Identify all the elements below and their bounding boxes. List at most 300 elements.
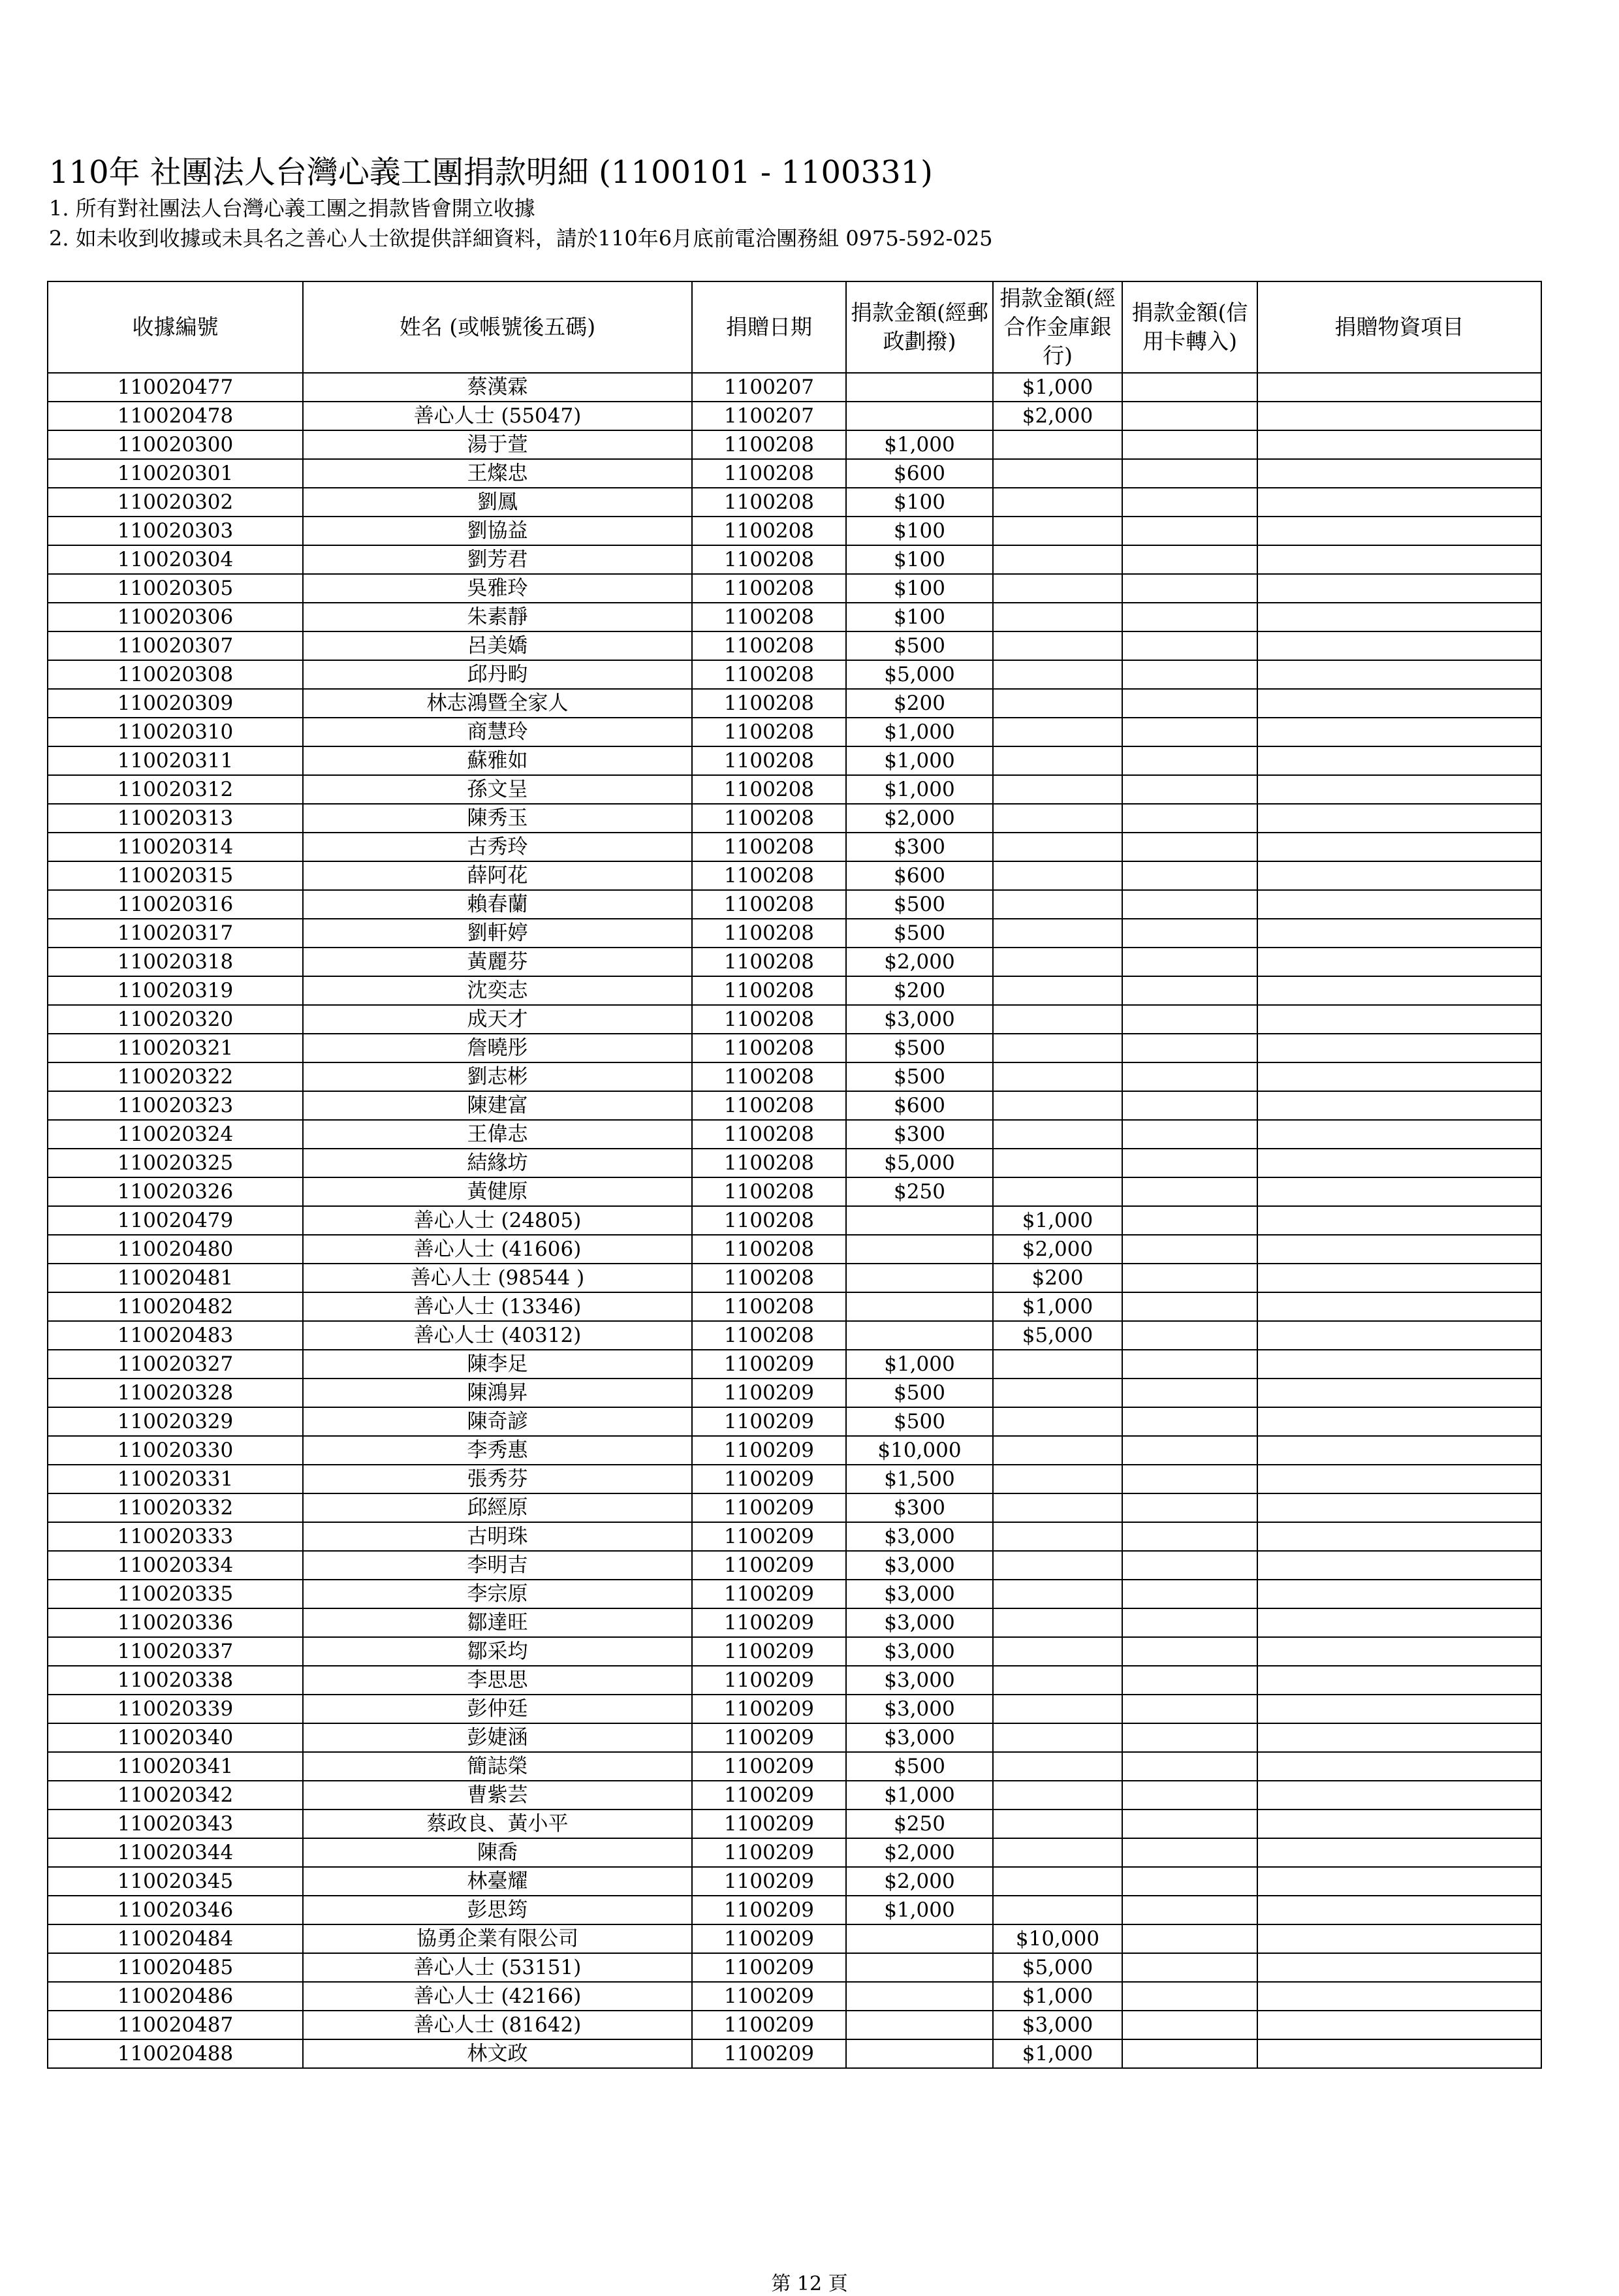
bank-amount-cell: $1,000 xyxy=(993,1982,1122,2011)
table-row xyxy=(48,1838,1541,1867)
date-cell: 1100209 xyxy=(692,1723,846,1752)
goods-cell xyxy=(1257,804,1541,833)
postal-amount-cell xyxy=(846,1924,993,1953)
credit-card-amount-cell xyxy=(1122,1206,1257,1235)
page-number: 第 12 頁 xyxy=(771,2272,848,2295)
table-row xyxy=(48,1264,1541,1292)
goods-cell xyxy=(1257,1091,1541,1120)
bank-amount-cell: $5,000 xyxy=(993,1321,1122,1350)
table-row xyxy=(48,919,1541,948)
bank-amount-cell xyxy=(993,1695,1122,1723)
receipt-no-cell: 110020342 xyxy=(48,1781,303,1810)
goods-cell xyxy=(1257,459,1541,488)
goods-cell xyxy=(1257,1608,1541,1637)
name-cell: 劉鳳 xyxy=(303,488,692,517)
credit-card-amount-cell xyxy=(1122,631,1257,660)
postal-amount-cell xyxy=(846,1206,993,1235)
receipt-no-cell: 110020309 xyxy=(48,689,303,718)
postal-amount-cell xyxy=(846,373,993,402)
goods-cell xyxy=(1257,890,1541,919)
name-cell: 李宗原 xyxy=(303,1580,692,1608)
table-row xyxy=(48,517,1541,545)
postal-amount-cell: $250 xyxy=(846,1177,993,1206)
table-row xyxy=(48,1062,1541,1091)
date-cell: 1100208 xyxy=(692,919,846,948)
goods-cell xyxy=(1257,976,1541,1005)
credit-card-amount-cell xyxy=(1122,1637,1257,1666)
credit-card-amount-cell xyxy=(1122,1177,1257,1206)
credit-card-amount-cell xyxy=(1122,1810,1257,1838)
table-row xyxy=(48,1695,1541,1723)
date-cell: 1100208 xyxy=(692,746,846,775)
credit-card-amount-cell xyxy=(1122,1149,1257,1177)
table-row xyxy=(48,976,1541,1005)
credit-card-amount-cell xyxy=(1122,373,1257,402)
goods-cell xyxy=(1257,1666,1541,1695)
receipt-no-cell: 110020345 xyxy=(48,1867,303,1896)
postal-amount-cell xyxy=(846,1235,993,1264)
goods-cell xyxy=(1257,574,1541,603)
name-cell: 孫文呈 xyxy=(303,775,692,804)
bank-amount-cell xyxy=(993,718,1122,746)
name-cell: 成天才 xyxy=(303,1005,692,1034)
bank-amount-cell xyxy=(993,689,1122,718)
receipt-no-cell: 110020307 xyxy=(48,631,303,660)
receipt-no-cell: 110020480 xyxy=(48,1235,303,1264)
receipt-no-cell: 110020319 xyxy=(48,976,303,1005)
goods-cell xyxy=(1257,919,1541,948)
name-cell: 薛阿花 xyxy=(303,861,692,890)
receipt-no-cell: 110020340 xyxy=(48,1723,303,1752)
table-row xyxy=(48,488,1541,517)
goods-cell xyxy=(1257,718,1541,746)
name-cell: 商慧玲 xyxy=(303,718,692,746)
date-cell: 1100209 xyxy=(692,1695,846,1723)
note-contact: 2. 如未收到收據或未具名之善心人士欲提供詳細資料，請於110年6月底前電洽團務組 0975-592-025 xyxy=(49,226,993,251)
table-body xyxy=(48,373,1541,2068)
name-cell: 邱丹畇 xyxy=(303,660,692,689)
postal-amount-cell: $1,000 xyxy=(846,718,993,746)
name-cell: 詹曉彤 xyxy=(303,1034,692,1062)
credit-card-amount-cell xyxy=(1122,1465,1257,1493)
name-cell: 陳李足 xyxy=(303,1350,692,1379)
postal-amount-cell: $500 xyxy=(846,631,993,660)
credit-card-amount-cell xyxy=(1122,1379,1257,1407)
goods-cell xyxy=(1257,1407,1541,1436)
date-cell: 1100209 xyxy=(692,1551,846,1580)
date-cell: 1100208 xyxy=(692,1005,846,1034)
postal-amount-cell: $5,000 xyxy=(846,660,993,689)
postal-amount-cell: $2,000 xyxy=(846,948,993,976)
bank-amount-cell xyxy=(993,430,1122,459)
postal-amount-cell: $600 xyxy=(846,1091,993,1120)
credit-card-amount-cell xyxy=(1122,1608,1257,1637)
date-cell: 1100208 xyxy=(692,660,846,689)
table-row xyxy=(48,1436,1541,1465)
goods-cell xyxy=(1257,1235,1541,1264)
table-row xyxy=(48,1810,1541,1838)
goods-cell xyxy=(1257,1551,1541,1580)
name-cell: 彭仲廷 xyxy=(303,1695,692,1723)
name-cell: 陳奇諺 xyxy=(303,1407,692,1436)
date-cell: 1100208 xyxy=(692,861,846,890)
postal-amount-cell: $10,000 xyxy=(846,1436,993,1465)
document-title: 110年 社團法人台灣心義工團捐款明細 (1100101 - 1100331) xyxy=(49,154,933,191)
bank-amount-cell xyxy=(993,545,1122,574)
bank-amount-cell xyxy=(993,1896,1122,1924)
table-row xyxy=(48,430,1541,459)
bank-amount-cell xyxy=(993,517,1122,545)
bank-amount-cell xyxy=(993,1522,1122,1551)
credit-card-amount-cell xyxy=(1122,1752,1257,1781)
receipt-no-cell: 110020486 xyxy=(48,1982,303,2011)
goods-cell xyxy=(1257,1982,1541,2011)
table-row xyxy=(48,1637,1541,1666)
goods-cell xyxy=(1257,1953,1541,1982)
table-row xyxy=(48,402,1541,430)
name-cell: 善心人士 (53151) xyxy=(303,1953,692,1982)
postal-amount-cell: $100 xyxy=(846,574,993,603)
credit-card-amount-cell xyxy=(1122,1321,1257,1350)
postal-amount-cell: $500 xyxy=(846,890,993,919)
receipt-no-cell: 110020478 xyxy=(48,402,303,430)
name-cell: 湯于萱 xyxy=(303,430,692,459)
bank-amount-cell xyxy=(993,1723,1122,1752)
credit-card-amount-cell xyxy=(1122,660,1257,689)
goods-cell xyxy=(1257,1695,1541,1723)
postal-amount-cell: $3,000 xyxy=(846,1005,993,1034)
date-cell: 1100208 xyxy=(692,1264,846,1292)
credit-card-amount-cell xyxy=(1122,689,1257,718)
column-header-receipt-no: 收據編號 xyxy=(48,281,303,373)
goods-cell xyxy=(1257,1896,1541,1924)
credit-card-amount-cell xyxy=(1122,746,1257,775)
receipt-no-cell: 110020488 xyxy=(48,2039,303,2068)
postal-amount-cell: $500 xyxy=(846,1407,993,1436)
credit-card-amount-cell xyxy=(1122,948,1257,976)
credit-card-amount-cell xyxy=(1122,2011,1257,2039)
note-receipt: 1. 所有對社團法人台灣心義工團之捐款皆會開立收據 xyxy=(49,196,535,221)
date-cell: 1100208 xyxy=(692,517,846,545)
goods-cell xyxy=(1257,603,1541,631)
date-cell: 1100208 xyxy=(692,430,846,459)
table-row xyxy=(48,660,1541,689)
receipt-no-cell: 110020487 xyxy=(48,2011,303,2039)
goods-cell xyxy=(1257,1580,1541,1608)
bank-amount-cell: $1,000 xyxy=(993,1292,1122,1321)
date-cell: 1100209 xyxy=(692,1350,846,1379)
postal-amount-cell: $300 xyxy=(846,1493,993,1522)
credit-card-amount-cell xyxy=(1122,1091,1257,1120)
date-cell: 1100209 xyxy=(692,2011,846,2039)
credit-card-amount-cell xyxy=(1122,1493,1257,1522)
credit-card-amount-cell xyxy=(1122,574,1257,603)
receipt-no-cell: 110020483 xyxy=(48,1321,303,1350)
credit-card-amount-cell xyxy=(1122,459,1257,488)
postal-amount-cell: $300 xyxy=(846,1120,993,1149)
date-cell: 1100209 xyxy=(692,1953,846,1982)
postal-amount-cell: $600 xyxy=(846,459,993,488)
receipt-no-cell: 110020333 xyxy=(48,1522,303,1551)
postal-amount-cell: $500 xyxy=(846,1752,993,1781)
date-cell: 1100208 xyxy=(692,976,846,1005)
goods-cell xyxy=(1257,1034,1541,1062)
credit-card-amount-cell xyxy=(1122,603,1257,631)
name-cell: 呂美嬌 xyxy=(303,631,692,660)
table-row xyxy=(48,1091,1541,1120)
goods-cell xyxy=(1257,1637,1541,1666)
name-cell: 林志鴻暨全家人 xyxy=(303,689,692,718)
receipt-no-cell: 110020327 xyxy=(48,1350,303,1379)
postal-amount-cell: $3,000 xyxy=(846,1666,993,1695)
table-row xyxy=(48,1580,1541,1608)
name-cell: 善心人士 (81642) xyxy=(303,2011,692,2039)
receipt-no-cell: 110020310 xyxy=(48,718,303,746)
name-cell: 陳鴻昇 xyxy=(303,1379,692,1407)
goods-cell xyxy=(1257,1723,1541,1752)
credit-card-amount-cell xyxy=(1122,1034,1257,1062)
postal-amount-cell: $250 xyxy=(846,1810,993,1838)
goods-cell xyxy=(1257,1493,1541,1522)
date-cell: 1100209 xyxy=(692,1637,846,1666)
table-row xyxy=(48,833,1541,861)
table-row xyxy=(48,1379,1541,1407)
receipt-no-cell: 110020317 xyxy=(48,919,303,948)
bank-amount-cell xyxy=(993,976,1122,1005)
date-cell: 1100208 xyxy=(692,574,846,603)
bank-amount-cell: $2,000 xyxy=(993,402,1122,430)
table-row xyxy=(48,574,1541,603)
goods-cell xyxy=(1257,1838,1541,1867)
receipt-no-cell: 110020329 xyxy=(48,1407,303,1436)
goods-cell xyxy=(1257,2011,1541,2039)
bank-amount-cell xyxy=(993,1091,1122,1120)
name-cell: 陳建富 xyxy=(303,1091,692,1120)
postal-amount-cell: $1,000 xyxy=(846,1781,993,1810)
goods-cell xyxy=(1257,660,1541,689)
date-cell: 1100209 xyxy=(692,2039,846,2068)
postal-amount-cell: $100 xyxy=(846,488,993,517)
receipt-no-cell: 110020334 xyxy=(48,1551,303,1580)
table-row xyxy=(48,1752,1541,1781)
receipt-no-cell: 110020311 xyxy=(48,746,303,775)
receipt-no-cell: 110020323 xyxy=(48,1091,303,1120)
table-row xyxy=(48,1350,1541,1379)
table-row xyxy=(48,1666,1541,1695)
bank-amount-cell xyxy=(993,746,1122,775)
bank-amount-cell xyxy=(993,1436,1122,1465)
postal-amount-cell: $3,000 xyxy=(846,1608,993,1637)
bank-amount-cell: $1,000 xyxy=(993,1206,1122,1235)
name-cell: 李秀惠 xyxy=(303,1436,692,1465)
postal-amount-cell xyxy=(846,402,993,430)
bank-amount-cell xyxy=(993,1465,1122,1493)
credit-card-amount-cell xyxy=(1122,1838,1257,1867)
table-row xyxy=(48,1407,1541,1436)
postal-amount-cell: $1,000 xyxy=(846,1350,993,1379)
bank-amount-cell: $1,000 xyxy=(993,2039,1122,2068)
table-row xyxy=(48,1608,1541,1637)
name-cell: 鄒采均 xyxy=(303,1637,692,1666)
goods-cell xyxy=(1257,430,1541,459)
date-cell: 1100209 xyxy=(692,1608,846,1637)
postal-amount-cell: $1,000 xyxy=(846,1896,993,1924)
bank-amount-cell xyxy=(993,1177,1122,1206)
goods-cell xyxy=(1257,1005,1541,1034)
date-cell: 1100209 xyxy=(692,1580,846,1608)
receipt-no-cell: 110020341 xyxy=(48,1752,303,1781)
name-cell: 陳喬 xyxy=(303,1838,692,1867)
bank-amount-cell: $3,000 xyxy=(993,2011,1122,2039)
date-cell: 1100209 xyxy=(692,1924,846,1953)
postal-amount-cell: $100 xyxy=(846,603,993,631)
postal-amount-cell: $100 xyxy=(846,545,993,574)
date-cell: 1100208 xyxy=(692,1235,846,1264)
date-cell: 1100208 xyxy=(692,603,846,631)
name-cell: 林文政 xyxy=(303,2039,692,2068)
name-cell: 黃健原 xyxy=(303,1177,692,1206)
name-cell: 李思思 xyxy=(303,1666,692,1695)
goods-cell xyxy=(1257,1321,1541,1350)
date-cell: 1100208 xyxy=(692,631,846,660)
bank-amount-cell xyxy=(993,1120,1122,1149)
goods-cell xyxy=(1257,373,1541,402)
receipt-no-cell: 110020325 xyxy=(48,1149,303,1177)
table-row xyxy=(48,775,1541,804)
credit-card-amount-cell xyxy=(1122,1407,1257,1436)
table-row xyxy=(48,1206,1541,1235)
date-cell: 1100208 xyxy=(692,1149,846,1177)
name-cell: 王燦忠 xyxy=(303,459,692,488)
name-cell: 彭婕涵 xyxy=(303,1723,692,1752)
table-row xyxy=(48,1781,1541,1810)
receipt-no-cell: 110020336 xyxy=(48,1608,303,1637)
bank-amount-cell xyxy=(993,1608,1122,1637)
bank-amount-cell: $5,000 xyxy=(993,1953,1122,1982)
postal-amount-cell: $3,000 xyxy=(846,1723,993,1752)
date-cell: 1100208 xyxy=(692,890,846,919)
receipt-no-cell: 110020313 xyxy=(48,804,303,833)
table-row xyxy=(48,1149,1541,1177)
goods-cell xyxy=(1257,402,1541,430)
goods-cell xyxy=(1257,746,1541,775)
postal-amount-cell: $3,000 xyxy=(846,1522,993,1551)
postal-amount-cell: $1,500 xyxy=(846,1465,993,1493)
credit-card-amount-cell xyxy=(1122,1666,1257,1695)
credit-card-amount-cell xyxy=(1122,775,1257,804)
table-row xyxy=(48,1292,1541,1321)
column-header-bank-amount: 捐款金額(經合作金庫銀行) xyxy=(993,281,1122,373)
credit-card-amount-cell xyxy=(1122,976,1257,1005)
receipt-no-cell: 110020324 xyxy=(48,1120,303,1149)
postal-amount-cell: $1,000 xyxy=(846,775,993,804)
bank-amount-cell xyxy=(993,1867,1122,1896)
name-cell: 善心人士 (24805) xyxy=(303,1206,692,1235)
credit-card-amount-cell xyxy=(1122,1436,1257,1465)
receipt-no-cell: 110020315 xyxy=(48,861,303,890)
credit-card-amount-cell xyxy=(1122,833,1257,861)
credit-card-amount-cell xyxy=(1122,488,1257,517)
date-cell: 1100209 xyxy=(692,1752,846,1781)
goods-cell xyxy=(1257,545,1541,574)
bank-amount-cell xyxy=(993,1005,1122,1034)
name-cell: 沈奕志 xyxy=(303,976,692,1005)
column-header-name: 姓名 (或帳號後五碼) xyxy=(303,281,692,373)
name-cell: 古明珠 xyxy=(303,1522,692,1551)
table-row xyxy=(48,1465,1541,1493)
credit-card-amount-cell xyxy=(1122,1292,1257,1321)
name-cell: 張秀芬 xyxy=(303,1465,692,1493)
receipt-no-cell: 110020303 xyxy=(48,517,303,545)
postal-amount-cell xyxy=(846,1264,993,1292)
date-cell: 1100208 xyxy=(692,1120,846,1149)
table-row xyxy=(48,459,1541,488)
receipt-no-cell: 110020300 xyxy=(48,430,303,459)
receipt-no-cell: 110020332 xyxy=(48,1493,303,1522)
date-cell: 1100209 xyxy=(692,1982,846,2011)
date-cell: 1100209 xyxy=(692,1666,846,1695)
postal-amount-cell: $3,000 xyxy=(846,1637,993,1666)
credit-card-amount-cell xyxy=(1122,1580,1257,1608)
postal-amount-cell: $300 xyxy=(846,833,993,861)
bank-amount-cell xyxy=(993,775,1122,804)
bank-amount-cell xyxy=(993,574,1122,603)
credit-card-amount-cell xyxy=(1122,1982,1257,2011)
credit-card-amount-cell xyxy=(1122,1924,1257,1953)
postal-amount-cell: $100 xyxy=(846,517,993,545)
column-header-date: 捐贈日期 xyxy=(692,281,846,373)
bank-amount-cell: $10,000 xyxy=(993,1924,1122,1953)
date-cell: 1100208 xyxy=(692,1062,846,1091)
receipt-no-cell: 110020316 xyxy=(48,890,303,919)
table-row xyxy=(48,1896,1541,1924)
postal-amount-cell: $600 xyxy=(846,861,993,890)
credit-card-amount-cell xyxy=(1122,1695,1257,1723)
receipt-no-cell: 110020320 xyxy=(48,1005,303,1034)
table-row xyxy=(48,1005,1541,1034)
name-cell: 蔡政良、黃小平 xyxy=(303,1810,692,1838)
bank-amount-cell xyxy=(993,459,1122,488)
bank-amount-cell xyxy=(993,1407,1122,1436)
credit-card-amount-cell xyxy=(1122,804,1257,833)
table-row xyxy=(48,545,1541,574)
credit-card-amount-cell xyxy=(1122,1005,1257,1034)
bank-amount-cell xyxy=(993,861,1122,890)
name-cell: 蘇雅如 xyxy=(303,746,692,775)
credit-card-amount-cell xyxy=(1122,1781,1257,1810)
postal-amount-cell: $1,000 xyxy=(846,746,993,775)
name-cell: 善心人士 (55047) xyxy=(303,402,692,430)
receipt-no-cell: 110020304 xyxy=(48,545,303,574)
bank-amount-cell xyxy=(993,1580,1122,1608)
bank-amount-cell xyxy=(993,631,1122,660)
name-cell: 黃麗芬 xyxy=(303,948,692,976)
credit-card-amount-cell xyxy=(1122,545,1257,574)
table-row xyxy=(48,1867,1541,1896)
bank-amount-cell xyxy=(993,1838,1122,1867)
receipt-no-cell: 110020477 xyxy=(48,373,303,402)
credit-card-amount-cell xyxy=(1122,430,1257,459)
credit-card-amount-cell xyxy=(1122,718,1257,746)
credit-card-amount-cell xyxy=(1122,1062,1257,1091)
receipt-no-cell: 110020338 xyxy=(48,1666,303,1695)
postal-amount-cell: $500 xyxy=(846,1379,993,1407)
receipt-no-cell: 110020326 xyxy=(48,1177,303,1206)
goods-cell xyxy=(1257,1924,1541,1953)
receipt-no-cell: 110020302 xyxy=(48,488,303,517)
goods-cell xyxy=(1257,775,1541,804)
credit-card-amount-cell xyxy=(1122,1551,1257,1580)
